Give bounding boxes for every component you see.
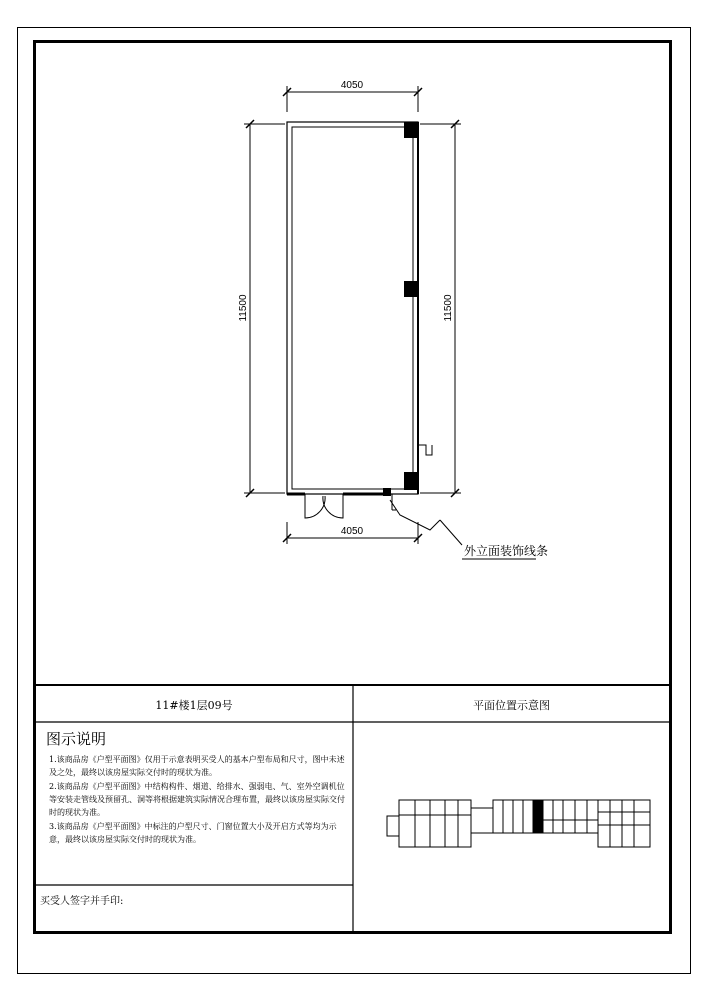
dim-bottom-text: 4050 (340, 526, 364, 537)
dim-right-text: 11500 (443, 294, 454, 322)
dim-top-text: 4050 (340, 80, 364, 91)
callout-label: 外立面装饰线条 (464, 544, 549, 558)
notes-list (49, 753, 349, 847)
signature-label: 买受人签字并手印: (40, 896, 124, 907)
note-item-3: 3.该商品房《户型平面图》中标注的户型尺寸、门窗位置大小及开启方式等均为示意，最终以该房屋实际交付时的现状为准。 (49, 822, 337, 844)
note-item-2: 2.该商品房《户型平面图》中结构构件、烟道、给排水、强弱电、气、室外空调机位等安装走管线及预留孔、洞等将根据建筑实际情况合理布置，最终以该房屋实际交付时的现状为准。 (49, 782, 345, 817)
site-location-diagram (387, 800, 650, 847)
unit-name: 11#楼1层09号 (155, 699, 233, 712)
note-item-1: 1.该商品房《户型平面图》仅用于示意表明买受人的基本户型布局和尺寸，图中未述及之处，最终以该房屋实际交付时的现状为准。 (49, 755, 345, 777)
dim-left-text: 11500 (238, 294, 249, 322)
notes-heading: 图示说明 (46, 730, 107, 748)
location-title: 平面位置示意图 (473, 699, 550, 712)
